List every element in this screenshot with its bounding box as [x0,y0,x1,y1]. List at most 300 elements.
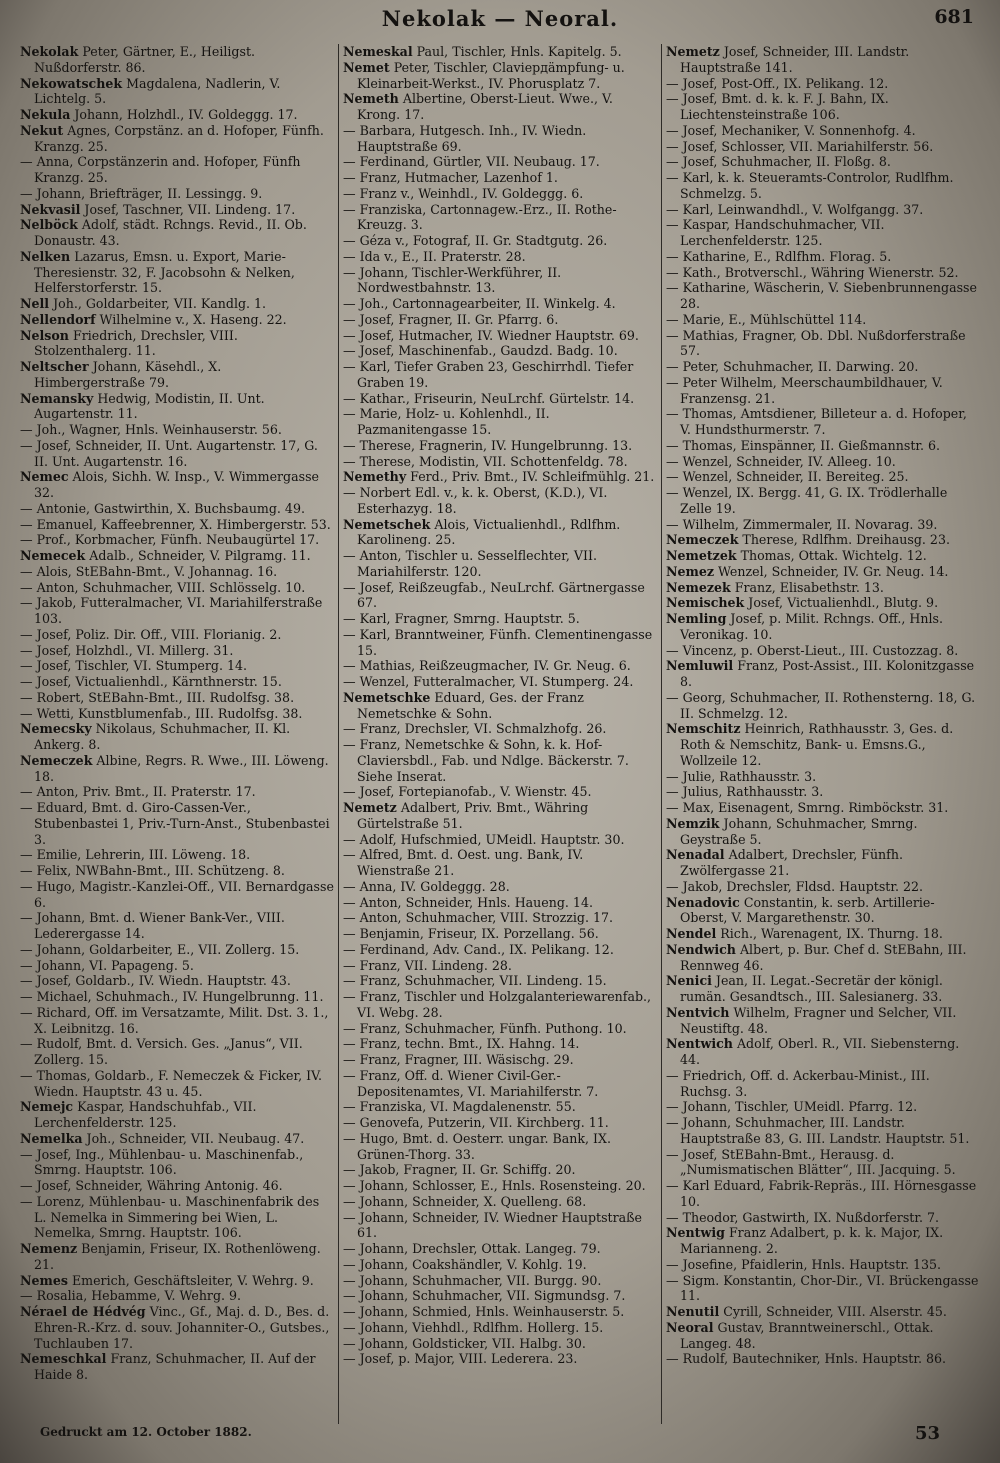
directory-entry [20,580,334,596]
entry-details: — Ferdinand, Adv. Cand., IX. Pelikang. 12. [343,941,614,957]
entry-details: — Franz, Hutmacher, Lazenhof 1. [343,170,558,185]
directory-entry [666,895,980,927]
entry-details: — Josef, Schneider, II. Unt. Augartenstr. 17, G. II. Unt. Augartenstr. 16. [20,437,318,469]
entry-details: Hedwig, Modistin, II. Unt. Augartenstr. 11. [34,390,265,422]
directory-entry [666,1351,980,1367]
entry-details: Joh., Goldarbeiter, VII. Kandlg. 1. [49,296,267,311]
entry-details: — Thomas, Goldarb., F. Nemeczek & Ficker, IV. Wiedn. Hauptstr. 43 u. 45. [20,1067,322,1099]
entry-details: — Wenzel, Futteralmacher, VI. Stumperg. 24. [343,674,634,689]
entry-details: — Wetti, Kunstblumenfab., III. Rudolfsg. 38. [20,705,303,721]
directory-entry [666,611,980,643]
entry-details: — Peter, Schuhmacher, II. Darwing. 20. [666,359,919,374]
directory-entry [343,170,657,186]
entry-details: — Wenzel, IX. Bergg. 41, G. IX. Trödlerhalle Zelle 19. [666,485,948,516]
directory-entry [20,76,334,108]
entry-surname: Nemenz [20,1241,78,1256]
entry-details: Albine, Regrs. R. Wwe., III. Löweng. 18. [34,752,329,784]
directory-entry [343,658,657,674]
directory-entry [343,1336,657,1352]
entry-details: — Josef, Hutmacher, IV. Wiedner Hauptstr. 69. [343,327,639,343]
directory-entry [343,1320,657,1336]
entry-details: — Josef, Schneider, Währing Antonig. 46. [20,1178,283,1193]
directory-entry [20,784,334,800]
directory-entry [666,1068,980,1100]
directory-entry [343,1131,657,1163]
directory-entry [343,249,657,265]
entry-surname: Nemetzek [666,548,737,563]
directory-entry [343,973,657,989]
directory-entry [20,1351,334,1383]
directory-entry [666,485,980,517]
entry-details: — Kathar., Friseurin, NeuLrchf. Gürtelstr. 14. [343,390,635,406]
entry-surname: Nelson [20,327,69,343]
entry-details: Joh., Schneider, VII. Neubaug. 47. [82,1130,305,1146]
directory-entry [20,1304,334,1351]
entry-details: Nikolaus, Schuhmacher, II. Kl. Ankerg. 8. [34,721,291,752]
directory-entry [343,296,657,312]
directory-entry [343,485,657,517]
directory-entry [666,1257,980,1273]
entry-details: — Josef, Goldarb., IV. Wiedn. Hauptstr. 43. [20,973,291,989]
entry-details: — Genovefa, Putzerin, VII. Kirchberg. 11. [343,1115,609,1130]
entry-details: — Vincenz, p. Oberst-Lieut., III. Custozzag. 8. [666,642,959,658]
directory-entry [343,123,657,155]
directory-entry [20,123,334,155]
directory-entry [20,595,334,627]
directory-entry [343,942,657,958]
directory-entry [20,942,334,958]
directory-entry [666,359,980,375]
entry-details: Constantin, k. serb. Artillerie-Oberst, V. Margarethenstr. 30. [680,894,935,926]
entry-details: Wenzel, Schneider, IV. Gr. Neug. 14. [714,563,949,579]
directory-entry [20,643,334,659]
entry-surname: Nemethy [343,469,407,485]
entry-details: — Josef, Victualienhdl., Kärnthnerstr. 15. [20,674,282,689]
directory-entry [666,1304,980,1320]
directory-entry [666,123,980,139]
directory-entry [343,1099,657,1115]
directory-entry [343,328,657,344]
directory-entry [343,91,657,123]
entry-surname: Nekut [20,122,64,138]
directory-entry [20,879,334,911]
entry-details: — Johann, VI. Papageng. 5. [20,957,194,973]
directory-entry [343,265,657,297]
directory-entry [20,1068,334,1100]
directory-entry [20,391,334,423]
directory-entry [343,674,657,690]
directory-entry [343,784,657,800]
entry-details: Gustav, Branntweinerschl., Ottak. Langeg. 48. [680,1319,934,1351]
entry-details: — Julie, Rathhausstr. 3. [666,768,817,784]
directory-entry [20,501,334,517]
entry-details: — Therese, Modistin, VII. Schottenfeldg. 78. [343,453,628,469]
directory-entry [343,60,657,92]
entry-details: Josef, Taschner, VII. Lindeng. 17. [80,201,296,217]
entry-details: — Anton, Priv. Bmt., II. Praterstr. 17. [20,784,256,800]
directory-entry [666,469,980,485]
entry-details: — Josef, Ing., Mühlenbau- u. Maschinenfab., Smrng. Hauptstr. 106. [20,1146,304,1178]
print-date: Gedruckt am 12. October 1882. [40,1425,252,1439]
entry-details: Eduard, Ges. der Franz Nemetschke & Sohn. [357,689,584,721]
entry-details: — Benjamin, Friseur, IX. Porzellang. 56. [343,926,599,941]
entry-details: — Emilie, Lehrerin, III. Löweng. 18. [20,847,251,863]
directory-entry [343,1210,657,1242]
entry-details: — Kaspar, Handschuhmacher, VII. Lerchenfelderstr. 125. [666,217,885,248]
directory-entry [343,406,657,438]
directory-entry [343,44,657,60]
entry-details: Adalb., Schneider, V. Pilgramg. 11. [85,548,311,563]
entry-details: — Franz, Drechsler, VI. Schmalzhofg. 26. [343,721,607,737]
directory-entry [343,910,657,926]
entry-details: Johann, Schuhmacher, Smrng. Geystraße 5. [680,815,918,847]
entry-details: Peter, Tischler, Claviердämpfung- u. Kleinarbeit-Werkst., IV. Phorusplatz 7. [357,59,625,91]
directory-entry [20,863,334,879]
directory-entry [20,910,334,942]
directory-entry [666,721,980,768]
entry-surname: Neoral [666,1319,714,1335]
entry-details: Franz, Schuhmacher, II. Auf der Haide 8. [34,1351,316,1382]
entry-columns [16,44,984,1424]
directory-entry [343,391,657,407]
directory-entry [20,1273,334,1289]
column-right [661,44,984,1424]
directory-entry [343,1304,657,1320]
directory-entry [666,595,980,611]
directory-entry [20,202,334,218]
entry-details: Friedrich, Drechsler, VIII. Stolzenthalerg. 11. [34,327,238,359]
directory-entry [20,564,334,580]
directory-entry [343,800,657,832]
directory-entry [20,674,334,690]
entry-details: Johann, Käsehdl., X. Himbergerstraße 79. [34,359,222,390]
directory-entry [666,217,980,249]
entry-details: — Josef, Holzhdl., VI. Millerg. 31. [20,642,234,658]
directory-entry [666,454,980,470]
directory-entry [666,816,980,848]
entry-surname: Nemeskal [343,44,413,59]
entry-surname: Nemetz [666,44,720,59]
directory-entry [343,1241,657,1257]
directory-entry [343,186,657,202]
directory-entry [343,926,657,942]
entry-surname: Nemzik [666,815,720,831]
directory-entry [343,1021,657,1037]
entry-details: Albertine, Oberst-Lieut. Wwe., V. Krong. 17. [357,91,613,122]
directory-entry [20,422,334,438]
entry-surname: Nemschitz [666,721,741,737]
entry-details: — Josef, Tischler, VI. Stumperg. 14. [20,658,247,674]
directory-entry [20,1099,334,1131]
entry-details: Ferd., Priv. Bmt., IV. Schleifmühlg. 21. [406,469,655,485]
entry-details: Alois, Sichh. W. Insp., V. Wimmergasse 32. [34,469,319,500]
entry-surname: Nemes [20,1272,68,1288]
entry-details: — Josef, Fortepianofab., V. Wienstr. 45. [343,784,592,800]
entry-details: — Katharine, E., Rdlfhm. Florag. 5. [666,248,892,264]
entry-surname: Nendel [666,926,717,941]
directory-entry [343,1351,657,1367]
directory-entry [20,359,334,391]
sheet-number: 53 [914,1423,940,1444]
entry-details: Jean, II. Legat.-Secretär der königl. rumän. Gesandtsch., III. Salesianerg. 33. [680,973,943,1004]
entry-details: — Josef, p. Major, VIII. Lederera. 23. [343,1351,578,1367]
entry-details: Franz, Elisabethstr. 13. [730,579,884,595]
entry-surname: Nemetschek [343,516,431,532]
entry-surname: Nekolak [20,44,79,59]
entry-details: — Johann, Schuhmacher, VII. Burgg. 90. [343,1272,602,1288]
entry-details: — Johann, Drechsler, Ottak. Langeg. 79. [343,1241,601,1256]
page-footer [40,1423,940,1445]
entry-details: — Rudolf, Bmt. d. Versich. Ges. „Janus“, VII. Zollerg. 15. [20,1036,303,1067]
directory-entry [343,611,657,627]
entry-details: — Franz, Schuhmacher, Fünfh. Puthong. 10. [343,1020,627,1036]
entry-details: Adalbert, Priv. Bmt., Währing Gürtelstraße 51. [357,800,589,831]
entry-details: — Johann, Schlosser, E., Hnls. Rosensteing. 20. [343,1178,646,1193]
directory-entry [20,1288,334,1304]
entry-details: — Alfred, Bmt. d. Oest. ung. Bank, IV. Wienstraße 21. [343,847,584,878]
entry-details: — Josef, Poliz. Dir. Off., VIII. Florianig. 2. [20,626,282,642]
entry-details: Franz, Post-Assist., III. Kolonitzgasse 8. [680,658,975,689]
entry-surname: Nentvich [666,1004,730,1020]
directory-entry [666,1115,980,1147]
entry-details: — Johann, Goldsticker, VII. Halbg. 30. [343,1335,586,1351]
directory-entry [20,658,334,674]
directory-entry [666,91,980,123]
directory-entry [20,217,334,249]
directory-entry [666,1210,980,1226]
directory-entry [343,1257,657,1273]
directory-entry [343,1068,657,1100]
directory-entry [20,154,334,186]
entry-surname: Nemling [666,611,727,626]
directory-entry [20,517,334,533]
entry-details: Lazarus, Emsn. u. Export, Marie-Theresienstr. 32, F. Jacobsohn & Nelken, Helferstorferstr. 15. [34,248,295,296]
entry-surname: Nemecsky [20,721,92,737]
entry-details: Johann, Holzhdl., IV. Goldeggg. 17. [70,107,298,122]
entry-details: — Robert, StEBahn-Bmt., III. Rudolfsg. 38. [20,689,295,705]
entry-surname: Nemelka [20,1130,83,1146]
entry-details: — Hugo, Bmt. d. Oesterr. ungar. Bank, IX. Grünen-Thorg. 33. [343,1130,611,1162]
entry-details: — Karl, Branntweiner, Fünfh. Clementinengasse 15. [343,626,653,658]
entry-details: — Josef, Maschinenfab., Gaudzd. Badg. 10. [343,343,618,359]
directory-entry [343,847,657,879]
entry-surname: Nendwich [666,941,736,957]
directory-entry [20,627,334,643]
directory-entry [666,202,980,218]
directory-entry [343,989,657,1021]
directory-entry [666,328,980,360]
entry-details: — Felix, NWBahn-Bmt., III. Schützeng. 8. [20,863,285,878]
entry-details: Heinrich, Rathhausstr. 3, Ges. d. Roth & Nemschitz, Bank- u. Emsns.G., Wollzeile 12. [680,721,954,768]
directory-entry [20,186,334,202]
entry-details: — Eduard, Bmt. d. Giro-Cassen-Ver., Stubenbastei 1, Priv.-Turn-Anst., Stubenbastei 3. [20,800,330,847]
directory-entry [343,1115,657,1131]
entry-details: — Johann, Tischler, UMeidl. Pfarrg. 12. [666,1099,918,1115]
entry-surname: Nemansky [20,390,94,406]
entry-details: — Franz, Off. d. Wiener Civil-Ger.-Depositenamtes, VI. Mariahilferstr. 7. [343,1067,599,1099]
directory-entry [666,690,980,722]
directory-entry [343,721,657,737]
entry-details: Benjamin, Friseur, IX. Rothenlöweng. 21. [34,1241,321,1272]
directory-entry [666,139,980,155]
entry-details: Josef, p. Milit. Rchngs. Off., Hnls. Veronikag. 10. [680,611,943,642]
directory-entry [666,1147,980,1179]
entry-details: — Johann, Schmied, Hnls. Weinhauserstr. 5. [343,1304,625,1319]
entry-details: — Franziska, Cartonnagew.-Erz., II. Rothe-Kreuzg. 3. [343,201,617,233]
directory-entry [20,469,334,501]
directory-entry [343,1194,657,1210]
entry-details: — Georg, Schuhmacher, II. Rothensterng. 18, G. II. Schmelzg. 12. [666,689,976,721]
entry-details: Peter, Gärtner, E., Heiligst. Nußdorferstr. 86. [34,44,256,75]
entry-details: — Julius, Rathhausstr. 3. [666,784,824,800]
directory-entry [343,359,657,391]
entry-surname: Nekula [20,107,71,122]
entry-details: Kaspar, Handschuhfab., VII. Lerchenfelderstr. 125. [34,1099,257,1130]
entry-surname: Nentwig [666,1225,725,1241]
directory-entry [343,312,657,328]
directory-entry [20,721,334,753]
entry-details: Josef, Victualienhdl., Blutg. 9. [744,595,939,611]
directory-entry [343,343,657,359]
directory-entry [666,1036,980,1068]
directory-entry [343,737,657,784]
directory-entry [666,926,980,942]
entry-details: — Emanuel, Kaffeebrenner, X. Himbergerstr. 53. [20,516,331,532]
directory-entry [343,690,657,722]
directory-entry [343,438,657,454]
entry-details: — Franz, Fragner, III. Wäsischg. 29. [343,1052,574,1067]
entry-details: — Marie, Holz- u. Kohlenhdl., II. Pazmanitengasse 15. [343,406,550,437]
directory-entry [343,879,657,895]
directory-entry [666,548,980,564]
entry-details: — Anton, Schneider, Hnls. Haueng. 14. [343,894,593,910]
directory-entry [343,580,657,612]
directory-entry [666,44,980,76]
entry-details: — Joh., Wagner, Hnls. Weinhauserstr. 56. [20,422,282,437]
entry-details: Emerich, Geschäftsleiter, V. Wehrg. 9. [67,1272,314,1288]
directory-entry [343,517,657,549]
running-title: Nekolak — Neoral. [381,6,619,31]
entry-details: — Mathias, Reißzeugmacher, IV. Gr. Neug. 6. [343,658,631,674]
entry-details: — Rosalia, Hebamme, V. Wehrg. 9. [20,1288,242,1304]
directory-entry [666,154,980,170]
directory-entry [20,1178,334,1194]
entry-surname: Nelböck [20,217,78,233]
entry-details: — Franz, Schuhmacher, VII. Lindeng. 15. [343,973,607,989]
entry-surname: Nemez [666,563,715,579]
directory-entry [343,1162,657,1178]
directory-entry [343,627,657,659]
entry-details: — Sigm. Konstantin, Chor-Dir., VI. Brückengasse 11. [666,1272,979,1304]
directory-entry [343,1273,657,1289]
directory-entry [666,406,980,438]
entry-details: — Franz v., Weinhdl., IV. Goldeggg. 6. [343,185,584,201]
directory-entry [343,1036,657,1052]
entry-surname: Nenadovic [666,894,740,910]
directory-entry [20,690,334,706]
entry-surname: Nemeschkal [20,1351,107,1367]
entry-surname: Nenutil [666,1304,720,1319]
entry-details: — Josef, Schlosser, VII. Mariahilferstr. 56. [666,138,934,154]
directory-entry [20,1036,334,1068]
entry-details: — Lorenz, Mühlenbau- u. Maschinenfabrik des L. Nemelka in Simmering bei Wien, L. Nemelka, Smrng. Hauptstr. 106. [20,1193,320,1241]
entry-surname: Nemeczek [666,532,739,548]
entry-details: — Wenzel, Schneider, IV. Alleeg. 10. [666,453,896,469]
entry-details: — Géza v., Fotograf, II. Gr. Stadtgutg. 26. [343,233,608,248]
entry-details: Franz Adalbert, p. k. k. Major, IX. Marianneng. 2. [680,1225,944,1256]
directory-entry [20,958,334,974]
entry-details: — Franz, Nemetschke & Sohn, k. k. Hof-Claviersbdl., Fab. und Ndlge. Bäckerstr. 7. Siehe Inserat. [343,737,629,784]
directory-entry [666,438,980,454]
directory-entry [666,784,980,800]
entry-details: — Franz, Tischler und Holzgalanteriewarenfab., VI. Webg. 28. [343,989,652,1020]
directory-entry [20,753,334,785]
entry-details: — Johann, Viehhdl., Rdlfhm. Hollerg. 15. [343,1319,604,1335]
directory-entry [20,800,334,847]
entry-details: — Anna, IV. Goldeggg. 28. [343,878,510,894]
entry-details: Thomas, Ottak. Wichtelg. 12. [736,548,927,563]
entry-details: — Anton, Schuhmacher, VIII. Strozzig. 17. [343,910,613,926]
entry-details: — Josef, StEBahn-Bmt., Herausg. d. „Numismatischen Blätter“, III. Jacquing. 5. [666,1146,956,1178]
directory-entry [343,202,657,234]
entry-details: — Johann, Coakshändler, V. Kohlg. 19. [343,1256,587,1272]
entry-surname: Nemluwil [666,658,734,674]
entry-details: — Max, Eisenagent, Smrng. Rimböckstr. 31. [666,800,949,815]
entry-details: — Anton, Tischler u. Sesselflechter, VII. Mariahilferstr. 120. [343,548,597,579]
entry-details: — Richard, Off. im Versatzamte, Milit. Dst. 3. 1., X. Leibnitzg. 16. [20,1004,329,1036]
directory-entry [20,847,334,863]
entry-details: — Anton, Schuhmacher, VIII. Schlösselg. 10. [20,579,306,595]
entry-details: — Norbert Edl. v., k. k. Oberst, (K.D.), VI. Esterhazyg. 18. [343,485,608,516]
entry-details: Wilhelm, Fragner und Selcher, VII. Neustiftg. 48. [680,1004,957,1036]
entry-details: — Franz, techn. Bmt., IX. Hahng. 14. [343,1036,580,1052]
directory-entry [666,1273,980,1305]
entry-details: — Johann, Bmt. d. Wiener Bank-Ver., VIII. Lederergasse 14. [20,910,285,941]
entry-details: — Friedrich, Off. d. Ackerbau-Minist., III. Ruchsg. 3. [666,1067,930,1099]
entry-details: — Ida v., E., II. Praterstr. 28. [343,248,526,264]
directory-entry [20,296,334,312]
entry-details: — Therese, Fragnerin, IV. Hungelbrunng. 13. [343,437,633,453]
directory-entry [666,658,980,690]
entry-details: — Johann, Schuhmacher, III. Landstr. Hauptstraße 83, G. III. Landstr. Hauptstr. 51. [666,1115,970,1146]
entry-details: — Johann, Schneider, IV. Wiedner Hauptstraße 61. [343,1209,642,1241]
entry-details: — Josefine, Pfaidlerin, Hnls. Hauptstr. 135. [666,1256,942,1272]
directory-entry [666,942,980,974]
directory-entry [20,973,334,989]
directory-entry [666,1005,980,1037]
directory-entry [343,154,657,170]
directory-entry [20,249,334,296]
entry-details: Paul, Tischler, Hnls. Kapitelg. 5. [412,44,622,59]
entry-details: — Anna, Corpstänzerin and. Hofoper, Fünfh Kranzg. 25. [20,154,301,185]
entry-details: — Jakob, Drechsler, Fldsd. Hauptstr. 22. [666,878,924,894]
directory-entry [343,233,657,249]
directory-entry [20,989,334,1005]
entry-details: — Josef, Bmt. d. k. k. F. J. Bahn, IX. Liechtensteinstraße 106. [666,91,889,122]
entry-surname: Nemeth [343,91,399,107]
entry-details: — Josef, Post-Off., IX. Pelikang. 12. [666,75,889,91]
directory-entry [666,1320,980,1352]
directory-entry [666,800,980,816]
entry-details: — Franz, VII. Lindeng. 28. [343,957,512,973]
entry-surname: Neltscher [20,359,89,374]
directory-entry [20,44,334,76]
entry-surname: Nentwich [666,1036,733,1052]
entry-details: — Josef, Schuhmacher, II. Floßg. 8. [666,154,891,170]
entry-surname: Nemetz [343,800,397,815]
entry-details: Alois, Victualienhdl., Rdlfhm. Karolineng. 25. [357,516,621,548]
directory-entry [20,438,334,470]
